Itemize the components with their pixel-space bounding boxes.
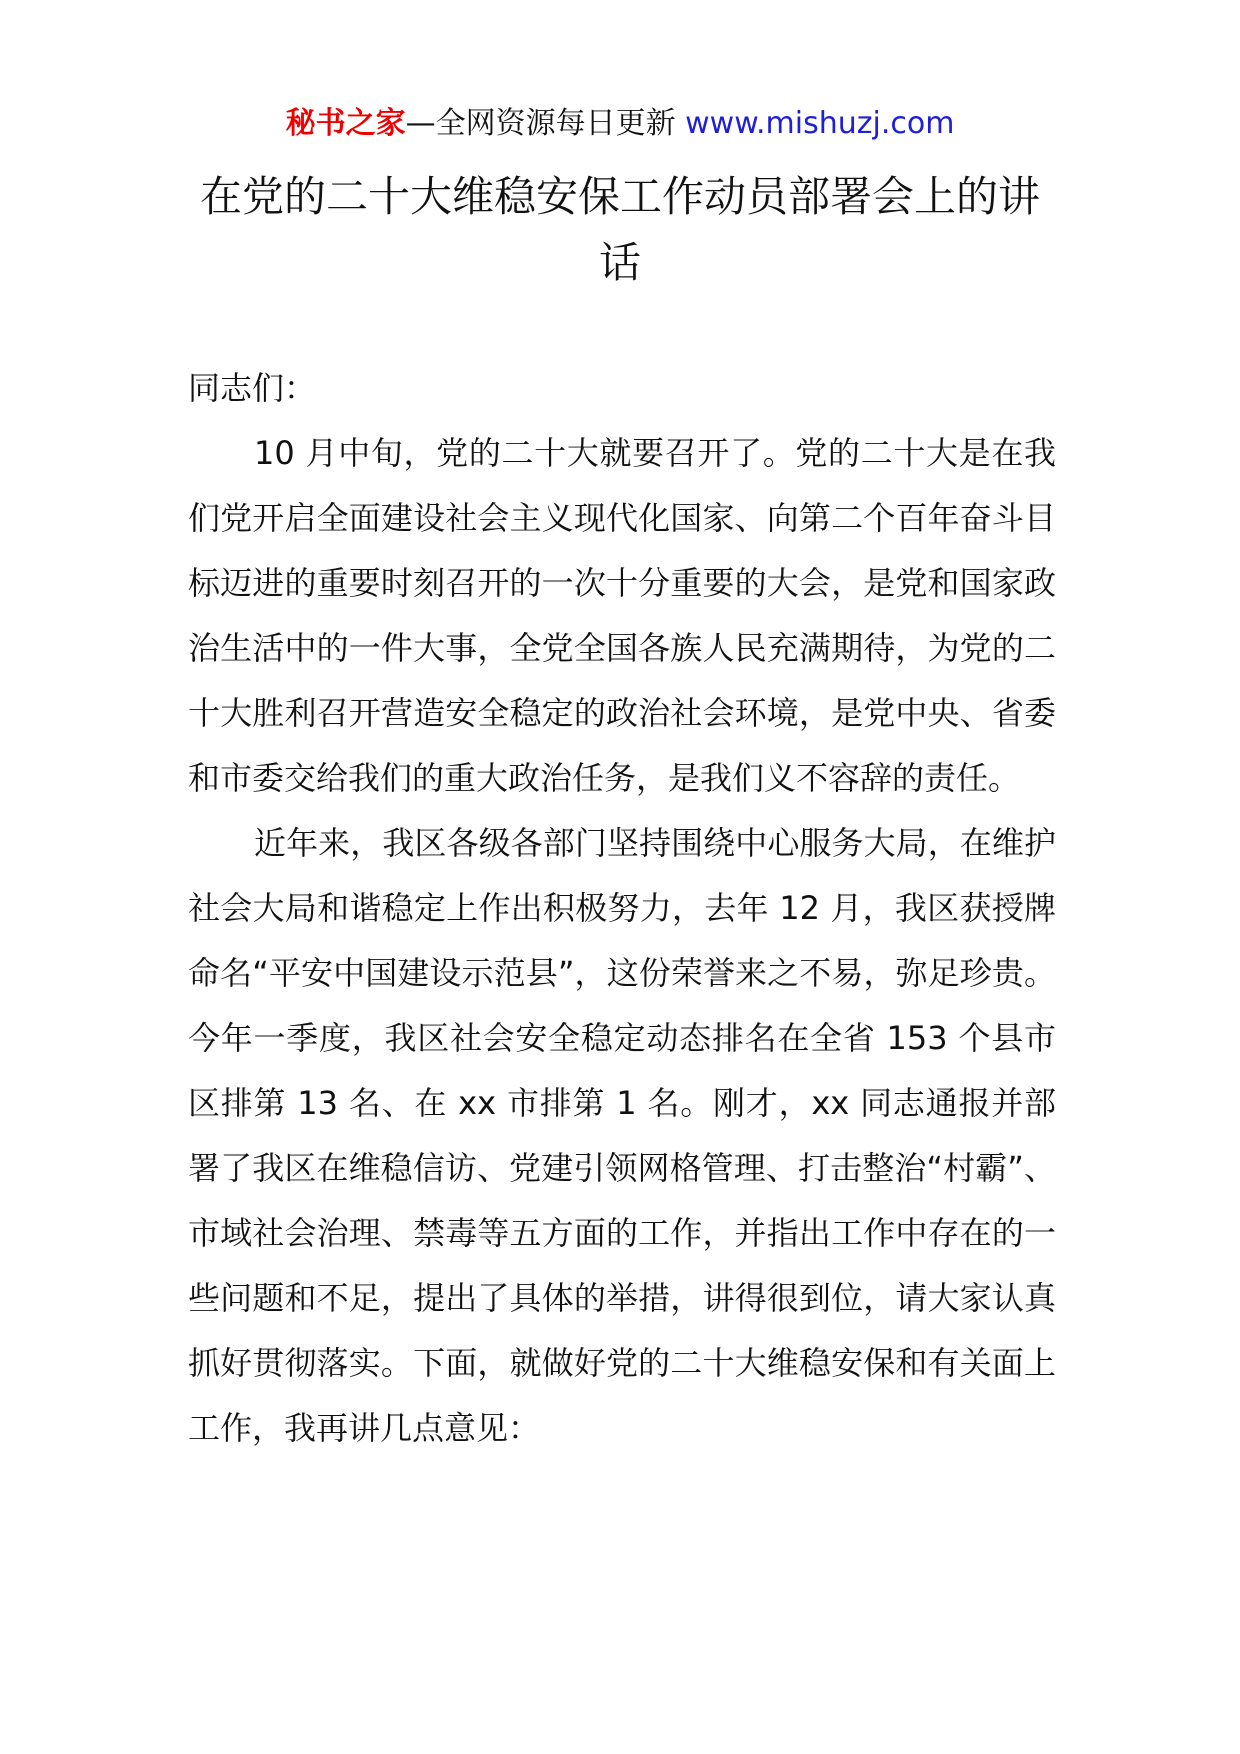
site-header: [0, 104, 1240, 144]
paragraph-1: 10 月中旬，党的二十大就要召开了。党的二十大是在我们党开启全面建设社会主义现代化国家、向第二个百年奋斗目标迈进的重要时刻召开的一次十分重要的大会，是党和国家政治生活中的一件大事，全党全国各族人民充满期待，为党的二十大胜利召开营造安全稳定的政治社会环境，是党中央、省委和市委交给我们的重大政治任务，是我们义不容辞的责任。: [188, 434, 1056, 797]
document-body: [188, 356, 1056, 1461]
site-brand: 秘书之家: [285, 106, 406, 141]
site-url: www.mishuzj.com: [685, 106, 955, 141]
document-title: 在党的二十大维稳安保工作动员部署会上的讲话: [199, 172, 1040, 287]
salutation: 同志们：: [188, 369, 317, 407]
paragraph-2: 近年来，我区各级各部门坚持围绕中心服务大局，在维护社会大局和谐稳定上作出积极努力，去年 12 月，我区获授牌命名“平安中国建设示范县”，这份荣誉来之不易，弥足珍贵。今年一季度，我区社会安全稳定动态排名在全省 153 个县市区排第 13 名、在 xx 市排第 1 名。刚才，xx 同志通报并部署了我区在维稳信访、党建引领网格管理、打击整治“村霸”、市域社会治理、禁毒等五方面的工作，并指出工作中存在的一些问题和不足，提出了具体的举措，讲得很到位，请大家认真抓好贯彻落实。下面，就做好党的二十大维稳安保和有关面上工作，我再讲几点意见：: [188, 824, 1056, 1447]
site-tagline: —全网资源每日更新: [405, 106, 686, 141]
